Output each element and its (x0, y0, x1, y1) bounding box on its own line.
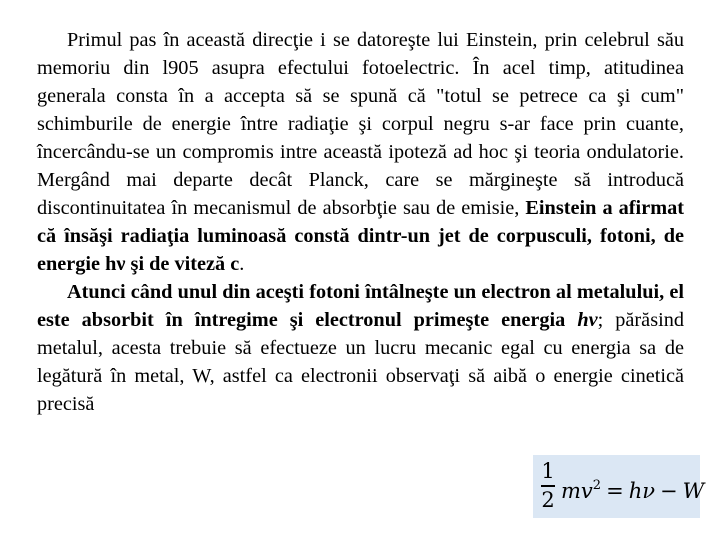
paragraph-einstein-photoelectric (37, 26, 684, 278)
fraction-denominator: 2 (541, 487, 555, 512)
paragraph2-h-symbol: h (577, 309, 589, 331)
paragraph1-bold-2: şi de viteză c (125, 253, 240, 275)
formula-exponent: 2 (592, 478, 602, 493)
kinetic-energy-formula (533, 455, 705, 518)
fraction-bar (541, 485, 555, 487)
paragraph2-text-1: ; părăsind metalul, acesta trebuie să efectueze un lucru mecanic egal cu energia sa de legătură în metal, W, astfel ca electronii observaţi să aibă o energie cinetică precisă (37, 309, 684, 415)
formula-h: h (628, 479, 643, 503)
formula-minus: − (660, 479, 678, 503)
paragraph1-nu-symbol: ν (116, 253, 126, 275)
paragraph1-bold-1: Einstein a afirmat că însăşi radiaţia luminoasă constă dintr-un jet de corpusculi, fotoni, de energie h (37, 197, 684, 275)
paragraph2-nu-symbol: ν (588, 309, 598, 331)
formula-expression (561, 473, 704, 504)
formula-w: W (682, 479, 705, 503)
fraction-numerator: 1 (541, 459, 555, 483)
formula-v: v (580, 479, 593, 503)
formula-nu: ν (642, 479, 655, 503)
formula-m: m (561, 479, 581, 503)
paragraph2-bold-1: Atunci când unul din aceşti fotoni întâlneşte un electron al metalului, el este absorbit în întregime şi electronul primeşte energia (37, 281, 684, 331)
paragraph1-text-1: Primul pas în această direcţie i se datoreşte lui Einstein, prin celebrul său memoriu din l905 asupra efectului fotoelectric. În acel timp, atitudinea generala consta în a accepta să se spună că "totul se petrece ca şi cum" schimburile de energie între radiaţie şi corpul negru s-ar face prin cuante, încercându-se un compromis intre această ipoteză ad hoc şi teoria ondulatorie. Mergând mai departe decât Planck, care se mărgineşte să introducă discontinuitatea în mecanismul de absorbţie sau de emisie, (37, 29, 684, 219)
paragraph1-text-2: . (239, 253, 245, 275)
fraction-one-half (541, 459, 555, 513)
formula-box (533, 455, 705, 518)
formula-equals: = (606, 479, 624, 503)
document-body (37, 26, 684, 418)
paragraph-photon-electron (37, 278, 684, 418)
